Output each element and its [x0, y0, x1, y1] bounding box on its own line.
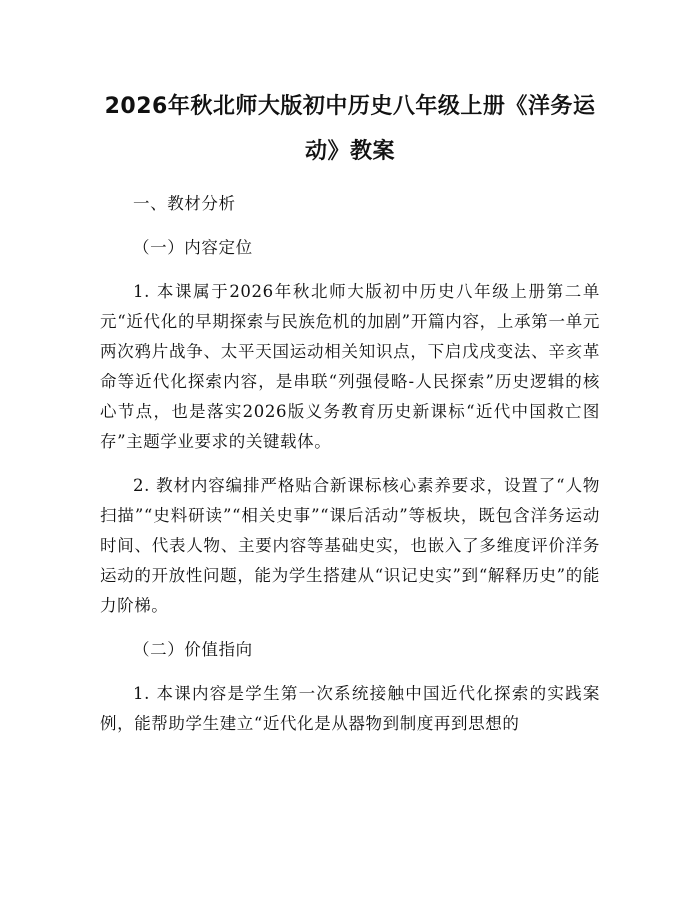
subsection-heading-value: （二）价值指向	[133, 640, 253, 659]
paragraph: 1. 本课属于2026年秋北师大版初中历史八年级上册第二单元“近代化的早期探索与民族危机的加剧”开篇内容，上承第一单元两次鸦片战争、太平天国运动相关知识点，下启戊戌变法、辛亥革命等近代化探索内容，是串联“列强侵略-人民探索”历史逻辑的核心节点，也是落实2026版义务教育历史新课标“近代中国救亡图存”主题学业要求的关键载体。	[100, 282, 600, 451]
section-heading-analysis: 一、教材分析	[133, 194, 236, 213]
paragraph: 2. 教材内容编排严格贴合新课标核心素养要求，设置了“人物扫描”“史料研读”“相关史事”“课后活动”等板块，既包含洋务运动时间、代表人物、主要内容等基础史实，也嵌入了多维度评价洋务运动的开放性问题，能为学生搭建从“识记史实”到“解释历史”的能力阶梯。	[100, 476, 600, 615]
subsection-heading-content: （一）内容定位	[133, 238, 253, 257]
paragraph: 1. 本课内容是学生第一次系统接触中国近代化探索的实践案例，能帮助学生建立“近代化是从器物到制度再到思想的	[100, 684, 600, 733]
document-title: 2026年秋北师大版初中历史八年级上册《洋务运动》教案	[104, 94, 596, 164]
document-body	[100, 189, 600, 753]
